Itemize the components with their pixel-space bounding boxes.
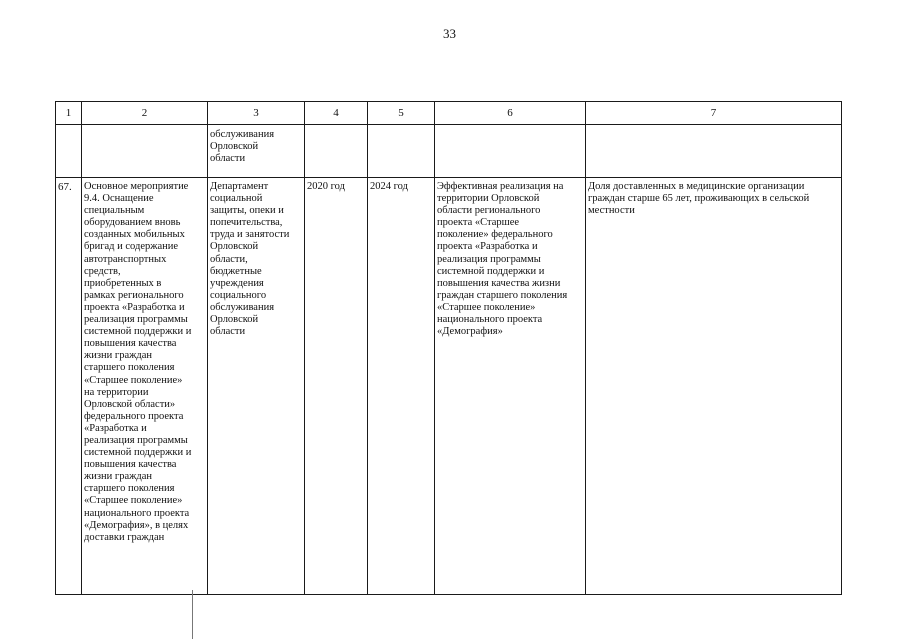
cell-activity <box>82 178 208 595</box>
result-text: Эффективная реализация на территории Орловской области регионального проекта «Старшее поколение» федерального проекта «Разработка и реализация программы системной поддержки и повышения качества жизни граждан старшего поколения «Старшее поколение» национального проекта «Демография» <box>437 181 568 338</box>
page-number: 33 <box>443 26 456 41</box>
table-row-67 <box>56 178 842 595</box>
cell-executor <box>208 178 305 595</box>
cell-start-year <box>305 125 368 178</box>
header-col-7: 7 <box>586 102 842 125</box>
scan-artifact-line <box>192 590 193 639</box>
table-row-continuation <box>56 125 842 178</box>
end-year-text: 2024 год <box>370 181 408 192</box>
header-col-3: 3 <box>208 102 305 125</box>
row-number: 67. <box>58 181 72 193</box>
cell-activity <box>82 125 208 178</box>
header-col-6: 6 <box>435 102 586 125</box>
cell-start-year <box>305 178 368 595</box>
header-col-5: 5 <box>368 102 435 125</box>
activity-text: Основное мероприятие 9.4. Оснащение специальным оборудованием вновь созданных мобильных бригад и содержание автотранспортных средств, приобретенных в рамках регионального проекта «Разработка и реализация программы системной поддержки и повышения качества жизни граждан старшего поколения «Старшее поколение» на территории Орловской области» федерального проекта «Разработка и реализация программы системной поддержки и повышения качества жизни граждан старшего поколения «Старшее поколение» национального проекта «Демография», в целях доставки граждан <box>84 181 192 543</box>
executor-text: обслуживания Орловской области <box>210 129 275 165</box>
cell-end-year <box>368 178 435 595</box>
header-col-4: 4 <box>305 102 368 125</box>
start-year-text: 2020 год <box>307 181 345 192</box>
cell-number <box>56 178 82 595</box>
indicator-text: Доля доставленных в медицинские организации граждан старше 65 лет, проживающих в сельской местности <box>588 181 810 217</box>
cell-result <box>435 178 586 595</box>
document-table <box>55 101 842 595</box>
header-col-1: 1 <box>56 102 82 125</box>
cell-result <box>435 125 586 178</box>
header-row <box>56 102 842 125</box>
executor-text: Департамент социальной защиты, опеки и попечительства, труда и занятости Орловской области, бюджетные учреждения социального обслуживания Орловской области <box>210 181 290 338</box>
cell-indicator <box>586 178 842 595</box>
cell-number <box>56 125 82 178</box>
header-col-2: 2 <box>82 102 208 125</box>
cell-end-year <box>368 125 435 178</box>
cell-indicator <box>586 125 842 178</box>
cell-executor <box>208 125 305 178</box>
